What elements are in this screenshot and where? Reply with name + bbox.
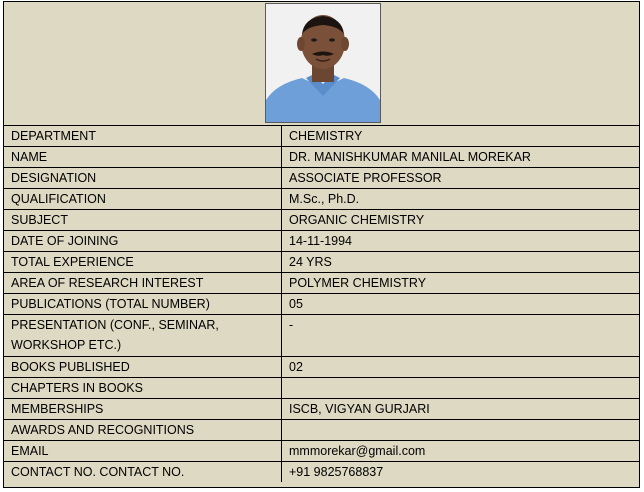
row-label: DEPARTMENT bbox=[4, 126, 282, 147]
table-row-qualification bbox=[4, 189, 639, 210]
row-label: NAME bbox=[4, 147, 282, 168]
row-value bbox=[282, 420, 640, 441]
row-value: 14-11-1994 bbox=[282, 231, 640, 252]
row-label: AREA OF RESEARCH INTEREST bbox=[4, 273, 282, 294]
table-row-chapters-in-books bbox=[4, 378, 639, 399]
row-label: BOOKS PUBLISHED bbox=[4, 357, 282, 378]
row-value: POLYMER CHEMISTRY bbox=[282, 273, 640, 294]
faculty-info-table bbox=[4, 126, 639, 482]
table-row-publications bbox=[4, 294, 639, 315]
row-value: 24 YRS bbox=[282, 252, 640, 273]
table-row-date-of-joining bbox=[4, 231, 639, 252]
row-label: TOTAL EXPERIENCE bbox=[4, 252, 282, 273]
row-value: 02 bbox=[282, 357, 640, 378]
row-value: ASSOCIATE PROFESSOR bbox=[282, 168, 640, 189]
table-row-subject bbox=[4, 210, 639, 231]
row-label: SUBJECT bbox=[4, 210, 282, 231]
row-label: DESIGNATION bbox=[4, 168, 282, 189]
table-row-books-published bbox=[4, 357, 639, 378]
row-value: CHEMISTRY bbox=[282, 126, 640, 147]
row-value: 05 bbox=[282, 294, 640, 315]
row-value: DR. MANISHKUMAR MANILAL MOREKAR bbox=[282, 147, 640, 168]
table-row-name bbox=[4, 147, 639, 168]
row-label: PUBLICATIONS (TOTAL NUMBER) bbox=[4, 294, 282, 315]
row-label: PRESENTATION (CONF., SEMINAR, WORKSHOP ETC.) bbox=[4, 315, 282, 357]
table-row-email bbox=[4, 441, 639, 462]
row-label: MEMBERSHIPS bbox=[4, 399, 282, 420]
table-row-awards bbox=[4, 420, 639, 441]
email-value: mmmorekar@gmail.com bbox=[282, 441, 640, 462]
contact-value: +91 9825768837 bbox=[282, 462, 640, 483]
row-value: M.Sc., Ph.D. bbox=[282, 189, 640, 210]
row-label: CHAPTERS IN BOOKS bbox=[4, 378, 282, 399]
table-row-total-experience bbox=[4, 252, 639, 273]
faculty-profile-sheet bbox=[3, 1, 640, 488]
row-label: AWARDS AND RECOGNITIONS bbox=[4, 420, 282, 441]
table-row-memberships bbox=[4, 399, 639, 420]
table-row-presentation bbox=[4, 315, 639, 357]
row-value: ORGANIC CHEMISTRY bbox=[282, 210, 640, 231]
table-row-designation bbox=[4, 168, 639, 189]
photo-cell bbox=[4, 2, 639, 126]
faculty-photo bbox=[265, 3, 381, 123]
row-value: - bbox=[282, 315, 640, 357]
row-label: DATE OF JOINING bbox=[4, 231, 282, 252]
row-label: EMAIL bbox=[4, 441, 282, 462]
row-label: QUALIFICATION bbox=[4, 189, 282, 210]
table-row-contact bbox=[4, 462, 639, 483]
table-row-department bbox=[4, 126, 639, 147]
row-label: CONTACT NO. CONTACT NO. bbox=[4, 462, 282, 483]
table-row-research-interest bbox=[4, 273, 639, 294]
row-value bbox=[282, 378, 640, 399]
row-value: ISCB, VIGYAN GURJARI bbox=[282, 399, 640, 420]
portrait-illustration bbox=[266, 4, 380, 122]
